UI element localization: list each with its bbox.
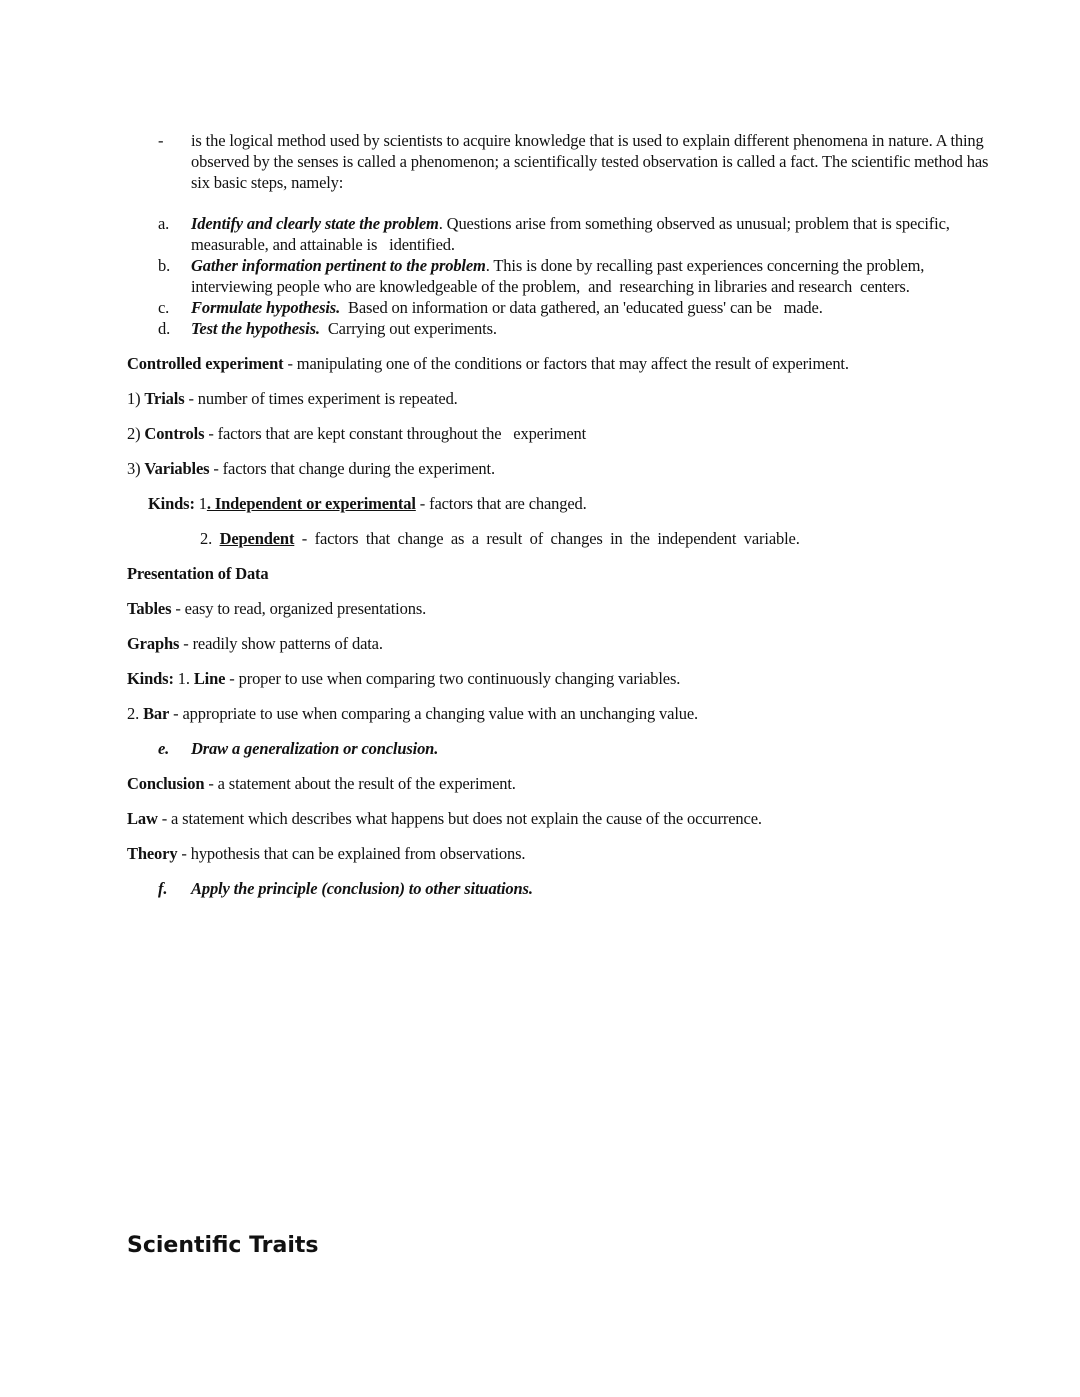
intro-text: is the logical method used by scientists to acquire knowledge that is used to explain different phenomena in nature. A thing observed by the senses is called a phenomenon; a scientifically tested observation is called a fact. The scientific method has six basic steps, namely: <box>191 131 993 192</box>
step-marker-f: f. <box>158 879 168 898</box>
step-item-a <box>127 213 990 255</box>
paragraph-trials <box>127 388 990 409</box>
step-text-f: Apply the principle (conclusion) to other situations. <box>191 879 533 898</box>
paragraph-variables <box>127 458 990 479</box>
step-lead-b: Gather information pertinent to the problem <box>191 256 486 275</box>
term-graphs: Graphs <box>127 634 180 653</box>
step-lead-a: Identify and clearly state the problem <box>191 214 439 233</box>
term-trials: Trials <box>144 389 185 408</box>
term-controls: Controls <box>144 424 205 443</box>
term-conclusion: Conclusion <box>127 774 205 793</box>
kinds-line-number: 1. <box>173 669 194 688</box>
step-rest-b: . This is done by recalling past experiences concerning the problem, interviewing people who are knowledgeable of the problem, and researching in libraries and research centers. <box>191 256 929 296</box>
step-marker-e: e. <box>158 739 170 758</box>
step-item-e <box>127 738 990 759</box>
paragraph-theory <box>127 843 990 864</box>
paragraph-kinds-bar <box>127 703 990 724</box>
kinds-bar-number: 2. <box>127 704 144 723</box>
step-text-e: Draw a generalization or conclusion. <box>191 739 439 758</box>
definition-bar: - appropriate to use when comparing a changing value with an unchanging value. <box>169 704 699 723</box>
paragraph-tables <box>127 598 990 619</box>
heading-presentation-of-data: Presentation of Data <box>127 564 269 583</box>
paragraph-controlled-experiment <box>127 353 990 374</box>
step-rest-c: Based on information or data gathered, an 'educated guess' can be made. <box>340 298 823 317</box>
step-marker-a: a. <box>158 214 170 233</box>
kinds-item1-number: 1 <box>194 494 207 513</box>
steps-list-abcd <box>127 213 990 339</box>
term-variables: Variables <box>144 459 210 478</box>
term-line: Line <box>193 669 226 688</box>
definition-independent: - factors that are changed. <box>415 494 587 513</box>
bullet-dash: - <box>158 131 164 150</box>
paragraph-scientific-method-intro <box>127 130 993 193</box>
paragraph-law <box>127 808 990 829</box>
number-prefix-trials: 1) <box>127 389 145 408</box>
paragraph-kinds-independent <box>127 493 990 514</box>
step-item-c <box>127 297 990 318</box>
definition-trials: - number of times experiment is repeated. <box>184 389 458 408</box>
paragraph-kinds-line <box>127 668 990 689</box>
term-independent: . Independent or experimental <box>206 494 416 513</box>
term-bar: Bar <box>143 704 170 723</box>
definition-dependent: - factors that change as a result of changes in the independent variable. <box>294 529 800 548</box>
number-prefix-variables: 3) <box>127 459 145 478</box>
definition-controlled-experiment: - manipulating one of the conditions or factors that may affect the result of experiment. <box>283 354 849 373</box>
kinds-item2-number: 2. <box>200 529 220 548</box>
step-rest-a: . Questions arise from something observed as unusual; problem that is specific, measurable, and attainable is identified. <box>191 214 954 254</box>
step-item-b <box>127 255 990 297</box>
definition-tables: - easy to read, organized presentations. <box>171 599 427 618</box>
step-item-f <box>127 878 990 899</box>
kinds-label-variables: Kinds: <box>148 494 195 513</box>
step-marker-d: d. <box>158 319 171 338</box>
paragraph-controls <box>127 423 990 444</box>
heading-scientific-traits: Scientific Traits <box>127 1233 319 1258</box>
kinds-label-graphs: Kinds: <box>127 669 174 688</box>
definition-controls: - factors that are kept constant throughout the experiment <box>204 424 587 443</box>
term-dependent: Dependent <box>219 529 295 548</box>
paragraph-kinds-dependent <box>127 528 990 549</box>
term-theory: Theory <box>127 844 178 863</box>
definition-theory: - hypothesis that can be explained from observations. <box>177 844 526 863</box>
number-prefix-controls: 2) <box>127 424 145 443</box>
definition-graphs: - readily show patterns of data. <box>179 634 383 653</box>
definition-conclusion: - a statement about the result of the experiment. <box>204 774 516 793</box>
paragraph-graphs <box>127 633 990 654</box>
term-controlled-experiment: Controlled experiment <box>127 354 284 373</box>
definition-variables: - factors that change during the experiment. <box>209 459 495 478</box>
definition-line: - proper to use when comparing two continuously changing variables. <box>225 669 681 688</box>
step-lead-c: Formulate hypothesis. <box>191 298 341 317</box>
term-law: Law <box>127 809 158 828</box>
step-lead-d: Test the hypothesis. <box>191 319 320 338</box>
step-item-d <box>127 318 990 339</box>
term-tables: Tables <box>127 599 172 618</box>
step-rest-d: Carrying out experiments. <box>319 319 497 338</box>
step-marker-c: c. <box>158 298 170 317</box>
paragraph-conclusion <box>127 773 990 794</box>
step-marker-b: b. <box>158 256 171 275</box>
definition-law: - a statement which describes what happens but does not explain the cause of the occurrence. <box>157 809 762 828</box>
